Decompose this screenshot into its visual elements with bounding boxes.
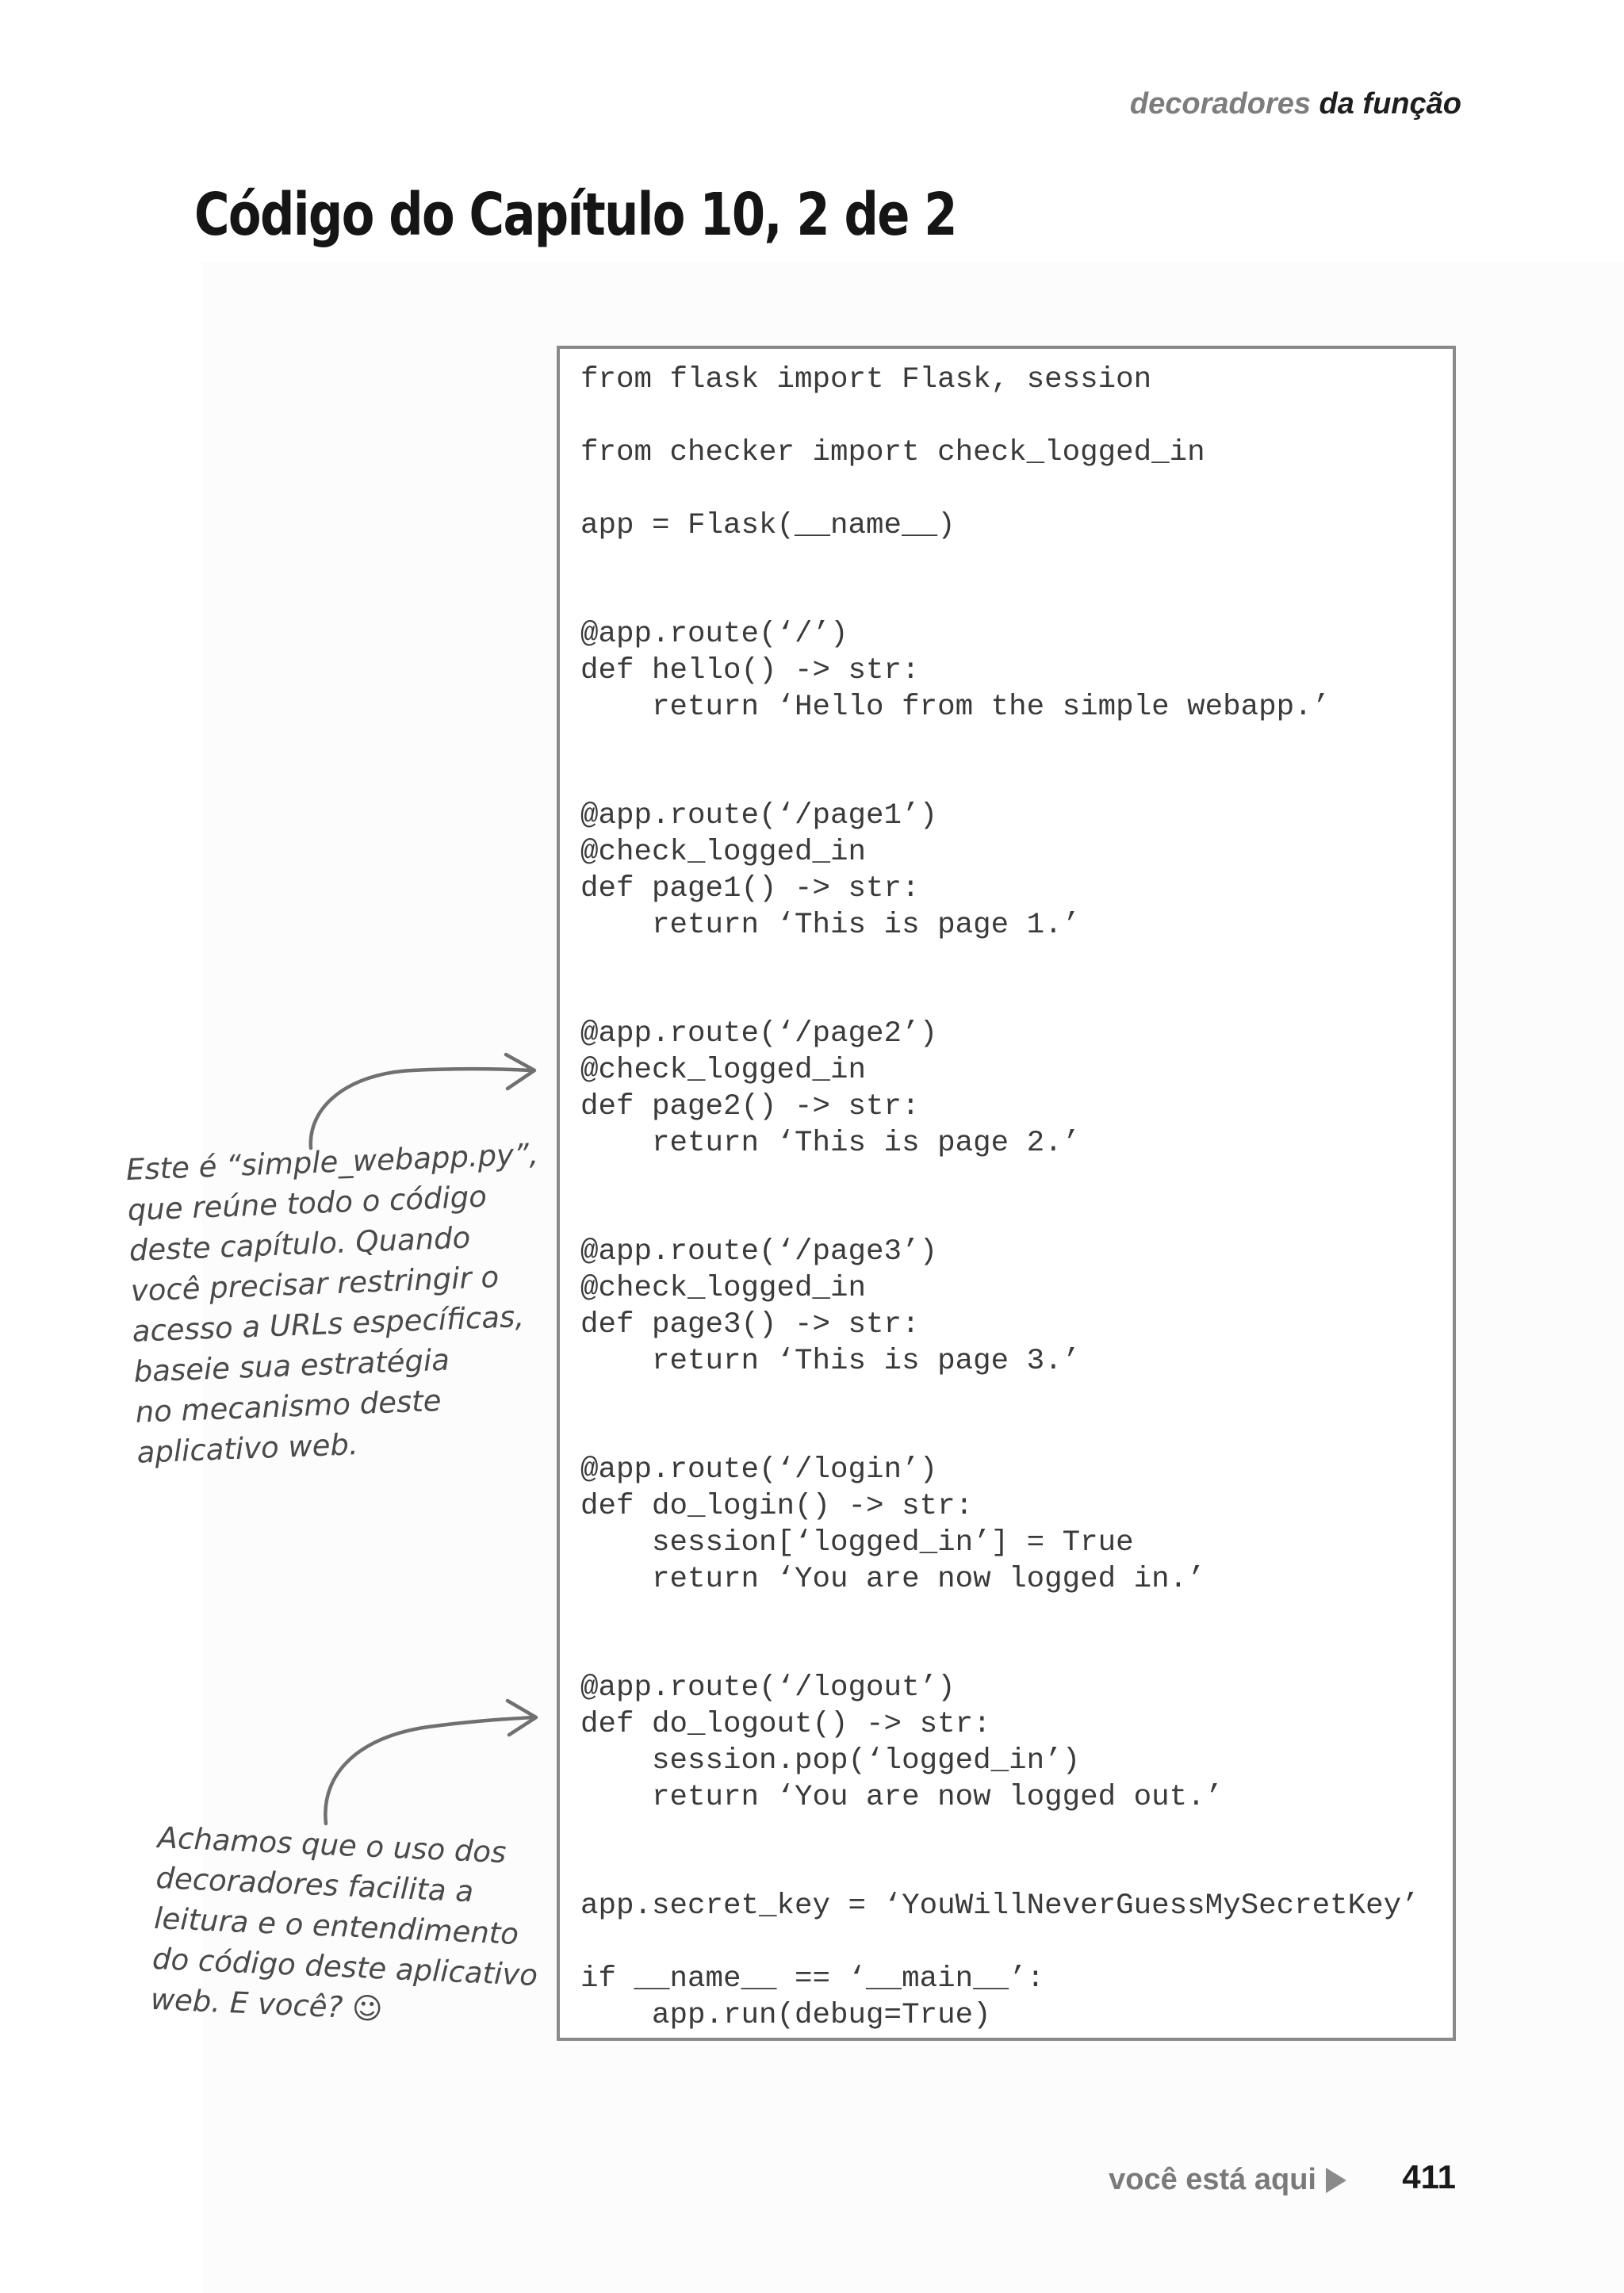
code-line: app = Flask(__name__) (580, 509, 956, 542)
code-line: @app.route(‘/page3’) (580, 1235, 938, 1269)
code-line: return ‘This is page 3.’ (580, 1345, 1081, 1378)
annotation-line: decoradores facilita a (155, 1860, 474, 1909)
code-line: @app.route(‘/login’) (580, 1453, 938, 1487)
code-line: @check_logged_in (580, 1054, 867, 1087)
annotation-line: que reúne todo o código (127, 1179, 488, 1227)
annotation-line: deste capítulo. Quando (128, 1220, 471, 1268)
code-line: session.pop(‘logged_in’) (580, 1744, 1081, 1778)
footer-label-group (1109, 2163, 1346, 2197)
code-line: app.secret_key = ‘YouWillNeverGuessMySecretKey’ (580, 1889, 1419, 1923)
code-line: @app.route(‘/page1’) (580, 799, 938, 833)
code-line: def page2() -> str: (580, 1090, 920, 1124)
annotation-line: web. E você? ☺ (150, 1981, 384, 2027)
footer-label: você está aqui (1109, 2163, 1316, 2196)
code-line: return ‘You are now logged in.’ (580, 1563, 1205, 1596)
code-line: return ‘This is page 1.’ (580, 909, 1081, 942)
annotation-line: baseie sua estratégia (132, 1342, 450, 1389)
chapter-title: Código do Capítulo 10, 2 de 2 (194, 181, 956, 249)
annotation-decorators (150, 1817, 544, 2036)
triangle-right-icon (1326, 2168, 1346, 2193)
annotation-line: no mecanismo deste (134, 1383, 442, 1430)
annotation-line: Achamos que o uso dos (156, 1820, 508, 1870)
annotation-simple-webapp (125, 1134, 550, 1473)
annotation-line: aplicativo web. (136, 1427, 359, 1470)
code-line: return ‘You are now logged out.’ (580, 1781, 1224, 1814)
code-line: return ‘This is page 2.’ (580, 1127, 1081, 1160)
annotation-line: leitura e o entendimento (153, 1901, 519, 1951)
header-subsection: da função (1319, 87, 1461, 121)
code-line: @app.route(‘/’) (580, 618, 848, 651)
annotation-line: você precisar restringir o (130, 1260, 500, 1308)
code-line: @check_logged_in (580, 1272, 867, 1305)
code-line: @app.route(‘/logout’) (580, 1671, 956, 1705)
page-number: 411 (1402, 2158, 1456, 2195)
code-line: def do_login() -> str: (580, 1490, 974, 1523)
code-line: def do_logout() -> str: (580, 1708, 991, 1741)
code-line: from checker import check_logged_in (580, 436, 1205, 469)
code-line: def page3() -> str: (580, 1308, 920, 1342)
code-line: def page1() -> str: (580, 872, 920, 905)
code-line: @check_logged_in (580, 836, 867, 869)
code-line: session[‘logged_in’] = True (580, 1526, 1134, 1560)
code-line: if __name__ == ‘__main__’: (580, 1962, 1045, 1996)
code-line: @app.route(‘/page2’) (580, 1017, 938, 1051)
code-line: app.run(debug=True) (580, 1999, 991, 2032)
annotation-line: Este é “simple_webapp.py”, (125, 1137, 539, 1187)
annotation-line: do código deste aplicativo (151, 1941, 538, 1993)
arrow-to-logout-route (325, 1717, 533, 1824)
code-line: return ‘Hello from the simple webapp.’ (580, 691, 1331, 724)
code-line: def hello() -> str: (580, 654, 920, 687)
annotation-line: acesso a URLs específicas, (131, 1299, 525, 1349)
code-line: from flask import Flask, session (580, 363, 1152, 396)
header-section: decoradores (1129, 87, 1311, 121)
